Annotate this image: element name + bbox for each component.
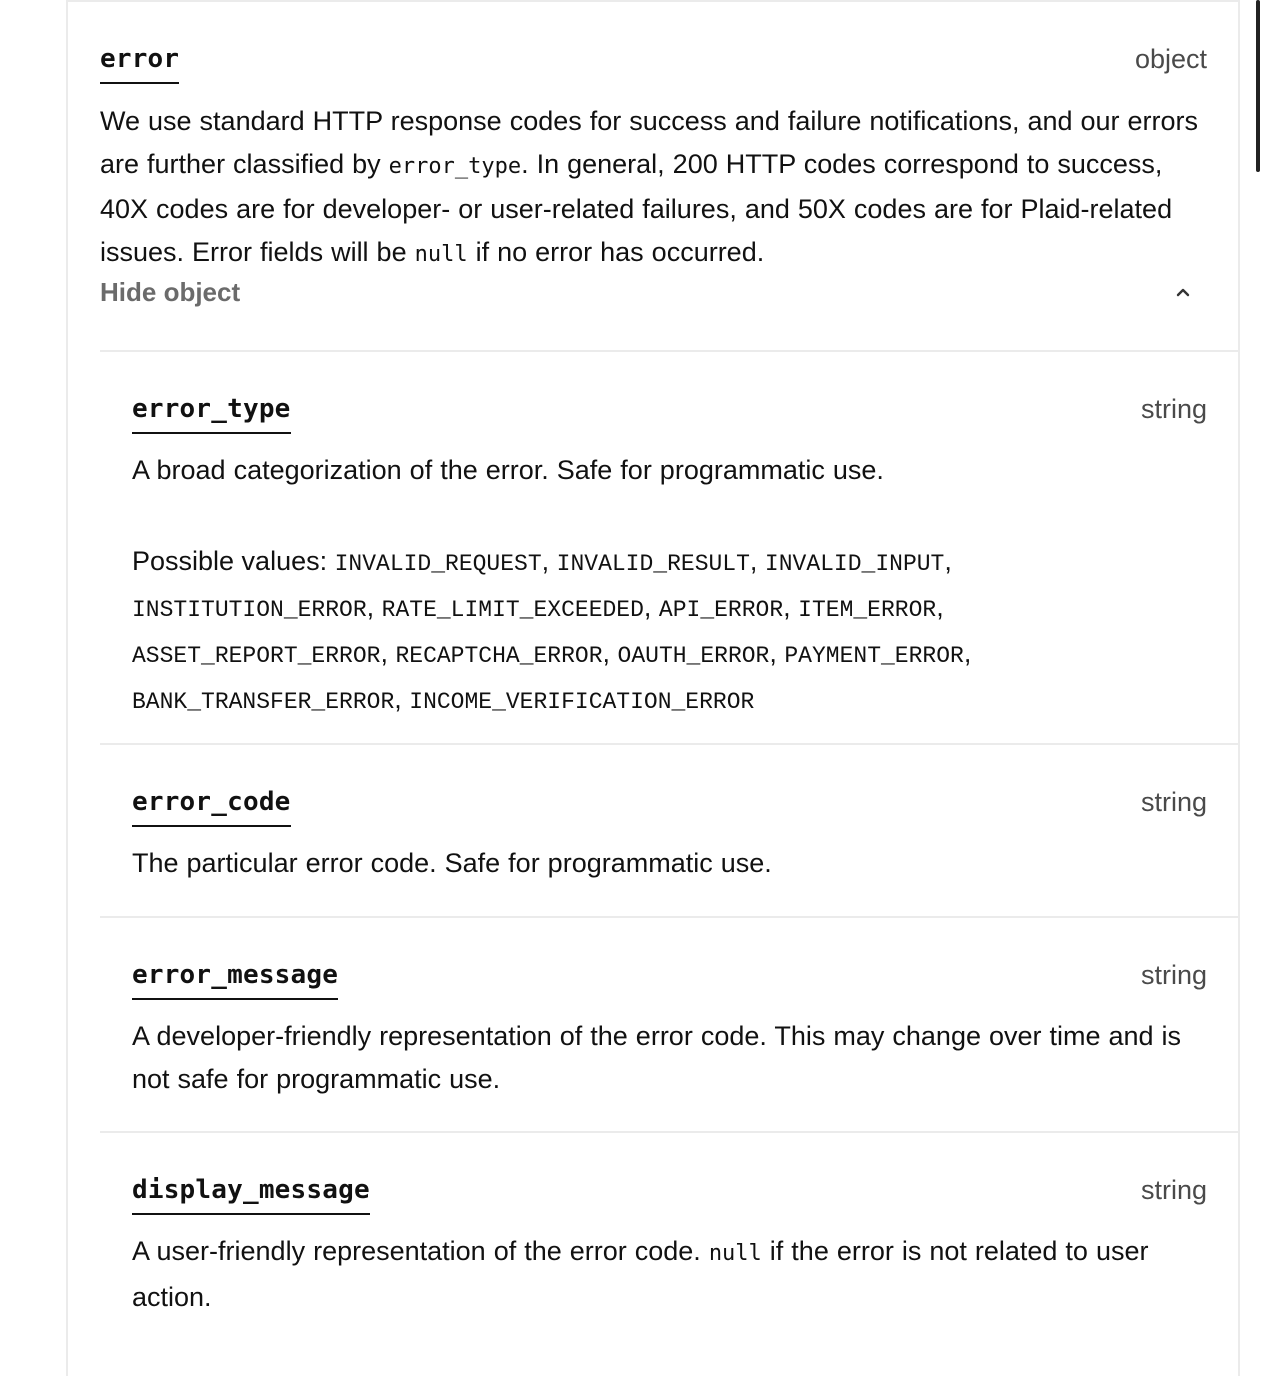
field-type-error-code: string bbox=[1140, 787, 1207, 817]
inline-code-null: null bbox=[414, 241, 468, 267]
field-type-error: object bbox=[1134, 44, 1207, 74]
field-name-display-message: display_message bbox=[132, 1175, 370, 1215]
scrollbar-thumb[interactable] bbox=[1256, 0, 1260, 172]
chevron-up-icon bbox=[1172, 281, 1194, 303]
divider bbox=[100, 916, 1240, 918]
field-name-error-message: error_message bbox=[132, 960, 338, 1000]
possible-value: INSTITUTION_ERROR bbox=[132, 597, 367, 623]
possible-value: OAUTH_ERROR bbox=[617, 643, 770, 669]
inline-code-error-type: error_type bbox=[388, 153, 522, 179]
field-type-error-message: string bbox=[1140, 960, 1207, 990]
possible-value: ITEM_ERROR bbox=[798, 597, 937, 623]
possible-value: BANK_TRANSFER_ERROR bbox=[132, 689, 395, 715]
possible-value: API_ERROR bbox=[658, 597, 784, 623]
possible-value: INCOME_VERIFICATION_ERROR bbox=[409, 689, 755, 715]
error-type-description: A broad categorization of the error. Safe for programmatic use. bbox=[132, 455, 884, 485]
possible-value: INVALID_INPUT bbox=[764, 551, 945, 577]
field-name-error-type: error_type bbox=[132, 394, 291, 434]
possible-value: INVALID_RESULT bbox=[556, 551, 750, 577]
possible-value: RECAPTCHA_ERROR bbox=[395, 643, 603, 669]
possible-value: PAYMENT_ERROR bbox=[784, 643, 964, 669]
display-message-description: A user-friendly representation of the error code. null if the error is not related to user action. bbox=[132, 1236, 1149, 1312]
possible-values: Possible values: INVALID_REQUEST, INVALID_RESULT, INVALID_INPUT, INSTITUTION_ERROR, RATE_LIMIT_EXCEEDED, API_ERROR, ITEM_ERROR, ASSET_REPORT_ERROR, RECAPTCHA_ERROR, OAUTH_ERROR, PAYMENT_ERROR, BANK_TRANSFER_ERROR, INCOME_VERIFICATION_ERROR bbox=[132, 546, 972, 715]
divider bbox=[100, 350, 1240, 352]
field-name-error: error bbox=[100, 44, 179, 84]
divider bbox=[100, 743, 1240, 745]
divider bbox=[100, 1131, 1240, 1133]
hide-object-toggle[interactable] bbox=[100, 274, 1208, 310]
error-message-description: A developer-friendly representation of the error code. This may change over time and is not safe for programmatic use. bbox=[132, 1021, 1182, 1094]
field-type-error-type: string bbox=[1140, 394, 1207, 424]
possible-value: INVALID_REQUEST bbox=[334, 551, 542, 577]
possible-value: RATE_LIMIT_EXCEEDED bbox=[381, 597, 644, 623]
error-description: We use standard HTTP response codes for success and failure notifications, and our errors are further classified by error_type. In general, 200 HTTP codes correspond to success, 40X codes are for developer- or user-related failures, and 50X codes are for Plaid-related issues. Error fields will be null if no error has occurred. bbox=[100, 106, 1199, 267]
possible-value: ASSET_REPORT_ERROR bbox=[132, 643, 381, 669]
error-code-description: The particular error code. Safe for programmatic use. bbox=[132, 848, 772, 878]
hide-object-label: Hide object bbox=[100, 276, 241, 307]
field-name-error-code: error_code bbox=[132, 787, 291, 827]
possible-values-list: INVALID_REQUEST, INVALID_RESULT, INVALID_INPUT, INSTITUTION_ERROR, RATE_LIMIT_EXCEEDED, API_ERROR, ITEM_ERROR, ASSET_REPORT_ERROR, RECAPTCHA_ERROR, OAUTH_ERROR, PAYMENT_ERROR, BANK_TRANSFER_ERROR, INCOME_VERIFICATION_ERROR bbox=[132, 546, 972, 715]
field-type-display-message: string bbox=[1140, 1175, 1207, 1205]
inline-code-null: null bbox=[708, 1241, 762, 1266]
